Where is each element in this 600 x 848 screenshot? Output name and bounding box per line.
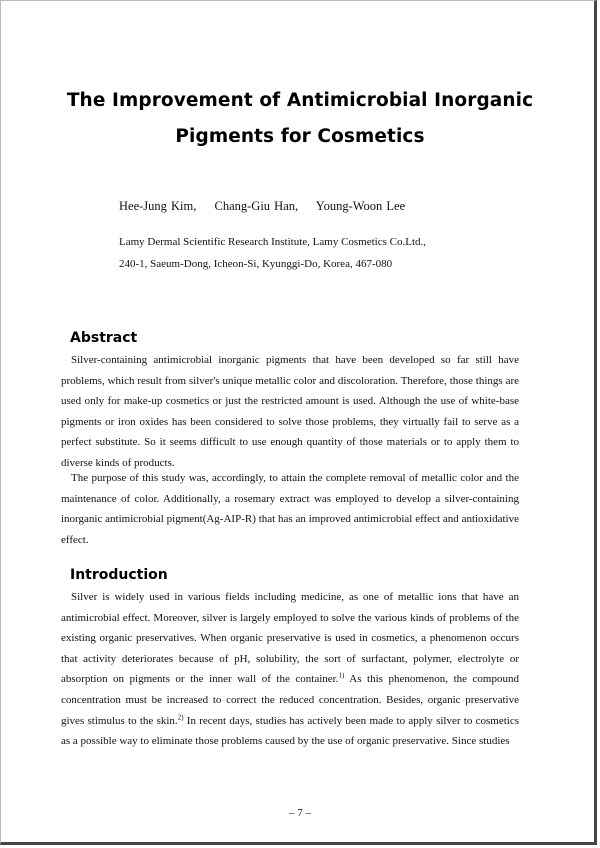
author-2: Chang-Giu Han,: [214, 199, 299, 213]
paper-title-line-2: Pigments for Cosmetics: [175, 126, 425, 147]
author-1: Hee-Jung Kim,: [119, 199, 197, 213]
intro-text-part-3: In recent days, studies has actively been made to apply silver to cosmetics as a possible way to eliminate those problems caused by the use of organic preservative. Since studies: [61, 714, 519, 748]
author-list: [119, 199, 419, 214]
paper-title-line-1: The Improvement of Antimicrobial Inorganic: [66, 90, 534, 111]
affiliation-line-1: Lamy Dermal Scientific Research Institute, Lamy Cosmetics Co.Ltd.,: [119, 236, 427, 248]
page-number: – 7 –: [289, 807, 311, 819]
intro-text-part-1: Silver is widely used in various fields including medicine, as one of metallic ions that have an antimicrobial effect. Moreover, silver is largely employed to solve the various kinds of problems of the existing organic preservatives. When organic preservative is used in cosmetics, a phenomenon occurs that activity deteriorates because of pH, solubility, the sort of surfactant, polymer, electrolyte or absorption on pigments or the inner wall of the container.: [61, 591, 519, 686]
affiliation-line-2: 240-1, Saeum-Dong, Icheon-Si, Kyunggi-Do, Korea, 467-080: [119, 258, 393, 270]
abstract-heading: Abstract: [70, 330, 138, 346]
introduction-heading: Introduction: [70, 567, 168, 583]
introduction-paragraph-1: [61, 587, 519, 752]
intro-text-part-2: As this phenomenon, the compound concentration must be increased to correct the reduced concentration. Besides, organic preservative gives stimulus to the skin.: [61, 673, 519, 727]
abstract-paragraph-2: The purpose of this study was, accordingly, to attain the complete removal of metallic color and the maintenance of color. Additionally, a rosemary extract was employed to develop a silver-containing inorganic antimicrobial pigment(Ag-AIP-R) that has an improved antimicrobial effect and antioxidative effect.: [61, 472, 519, 546]
author-3: Young-Woon Lee: [315, 199, 406, 213]
reference-1: 1): [338, 671, 345, 680]
reference-2: 2): [177, 712, 184, 721]
abstract-paragraph-1: Silver-containing antimicrobial inorganic pigments that have been developed so far still have problems, which result from silver's unique metallic color and discoloration. Therefore, those things are used only for make-up cosmetics or just the restricted amount is used. Although the use of white-base pigments or iron oxides has been considered to solve those problems, they virtually fail to serve as a perfect substitute. So it seems difficult to use enough quantity of those materials or to apply them to diverse kinds of products.: [61, 354, 519, 469]
